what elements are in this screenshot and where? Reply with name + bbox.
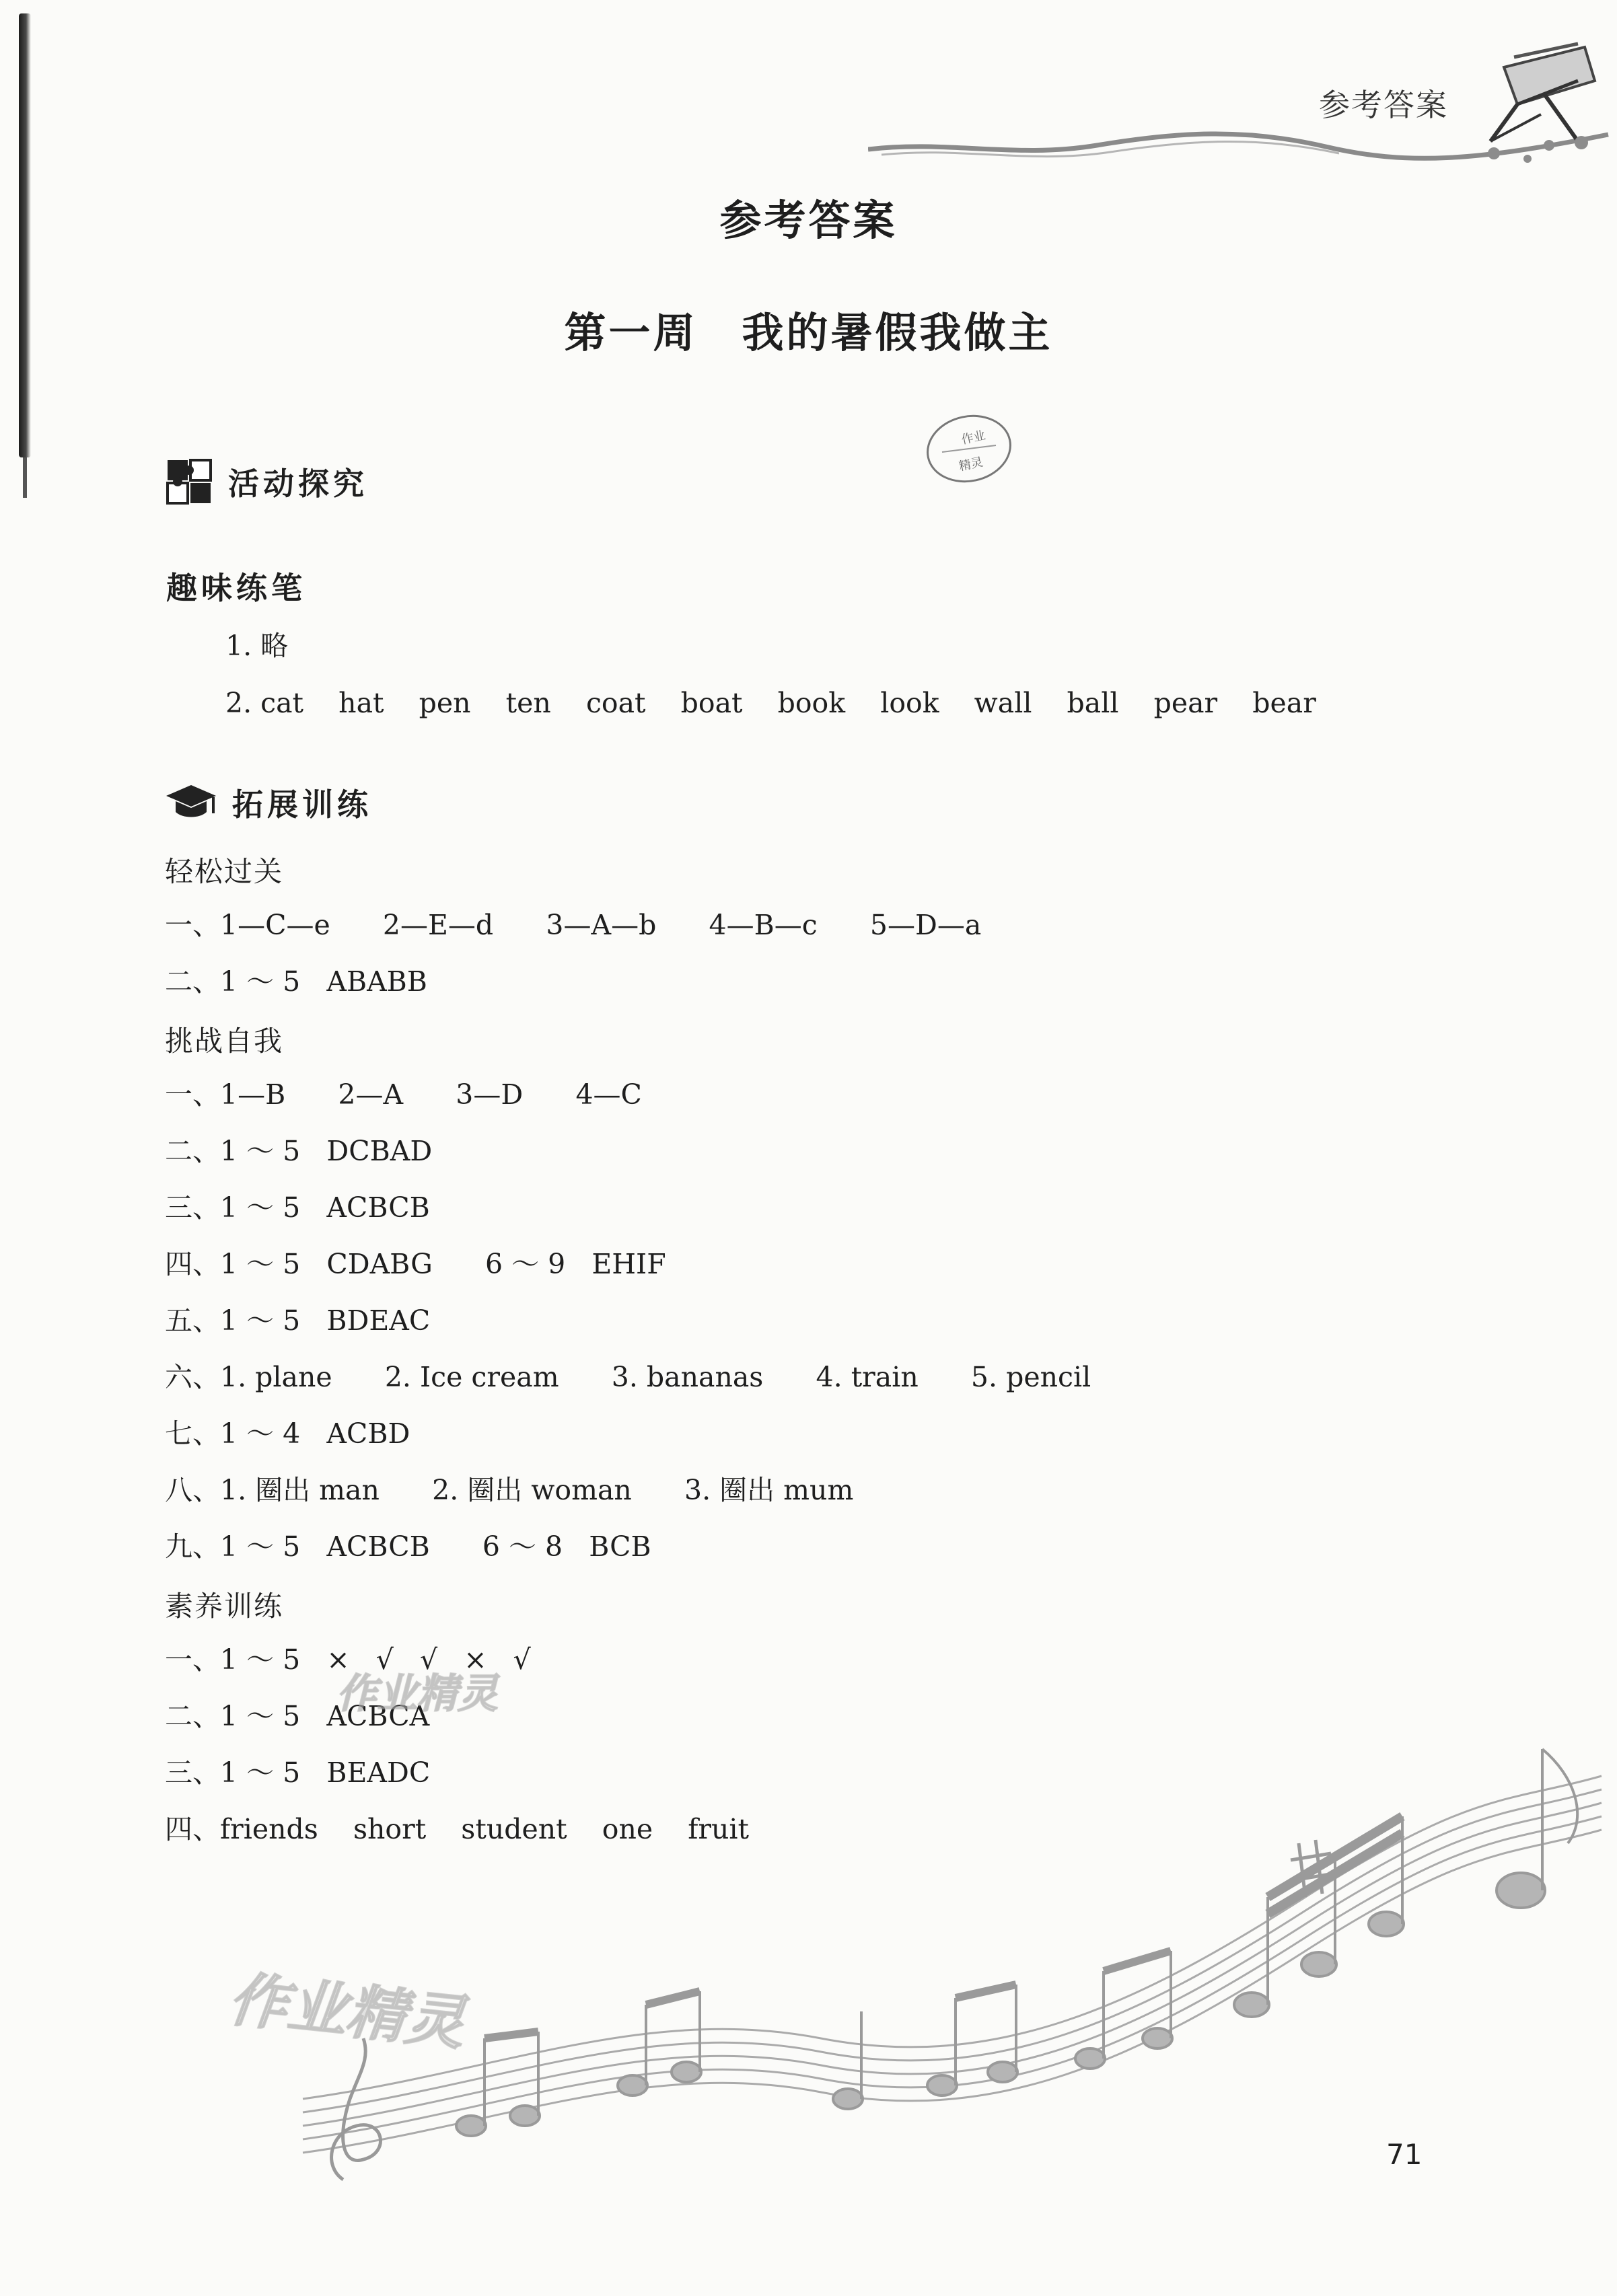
beach-chair-icon	[1490, 44, 1595, 141]
header-label: 参考答案	[1319, 87, 1448, 123]
watermark-small: 作业精灵	[336, 1670, 498, 1717]
section-activity	[165, 457, 368, 506]
challenge-title: 挑战自我	[165, 1025, 284, 1058]
graduation-cap-icon	[165, 782, 217, 823]
challenge-line-9: 九、1 ～ 5 ACBCB 6 ～ 8 BCB	[165, 1530, 651, 1563]
literacy-line-3: 三、1 ～ 5 BEADC	[165, 1756, 431, 1789]
treble-clef-icon	[332, 2038, 381, 2180]
challenge-line-7: 七、1 ～ 4 ACBD	[165, 1417, 410, 1450]
challenge-line-5: 五、1 ～ 5 BDEAC	[165, 1304, 431, 1337]
header-wave-decoration	[868, 27, 1615, 188]
challenge-line-6: 六、1. plane 2. Ice cream 3. bananas 4. train 5. pencil	[165, 1361, 1091, 1393]
challenge-line-2: 二、1 ～ 5 DCBAD	[165, 1135, 433, 1167]
stamp-line-2: 精灵	[958, 455, 984, 474]
note-group-icons	[456, 1749, 1577, 2136]
music-notes-decoration	[296, 1722, 1608, 2207]
challenge-line-1: 一、1—B 2—A 3—D 4—C	[165, 1078, 642, 1111]
watermark-large: 作业精灵	[225, 1964, 468, 2059]
week-title: 第一周 我的暑假我做主	[564, 308, 1053, 357]
literacy-line-4: 四、friends short student one fruit	[165, 1813, 750, 1845]
section-activity-title: 活动探究	[228, 466, 368, 502]
easy-line-1: 一、1—C—e 2—E—d 3—A—b 4—B—c 5—D—a	[165, 909, 982, 941]
binding-edge-mark	[23, 457, 27, 498]
page-number: 71	[1386, 2138, 1423, 2171]
challenge-line-3: 三、1 ～ 5 ACBCB	[165, 1191, 430, 1224]
fun-writing-title: 趣味练笔	[166, 570, 306, 606]
puzzle-icon	[165, 457, 213, 506]
fun-writing-line-1: 1. 略	[225, 630, 289, 662]
challenge-line-4: 四、1 ～ 5 CDABG 6 ～ 9 EHIF	[165, 1248, 666, 1280]
section-extension	[165, 780, 372, 825]
literacy-title: 素养训练	[165, 1590, 284, 1623]
stamp-line-1: 作业	[960, 428, 987, 447]
literacy-line-1: 一、1 ～ 5 × √ √ × √	[165, 1643, 531, 1676]
challenge-line-8: 八、1. 圈出 man 2. 圈出 woman 3. 圈出 mum	[165, 1474, 854, 1506]
easy-title: 轻松过关	[165, 855, 284, 888]
homework-stamp	[922, 410, 1016, 488]
page-title: 参考答案	[719, 196, 898, 245]
literacy-line-2: 二、1 ～ 5 ACBCA	[165, 1700, 430, 1732]
easy-line-2: 二、1 ～ 5 ABABB	[165, 965, 427, 998]
section-extension-title: 拓展训练	[232, 786, 372, 823]
fun-writing-line-2: 2. cat hat pen ten coat boat book look wall ball pear bear	[225, 687, 1316, 719]
